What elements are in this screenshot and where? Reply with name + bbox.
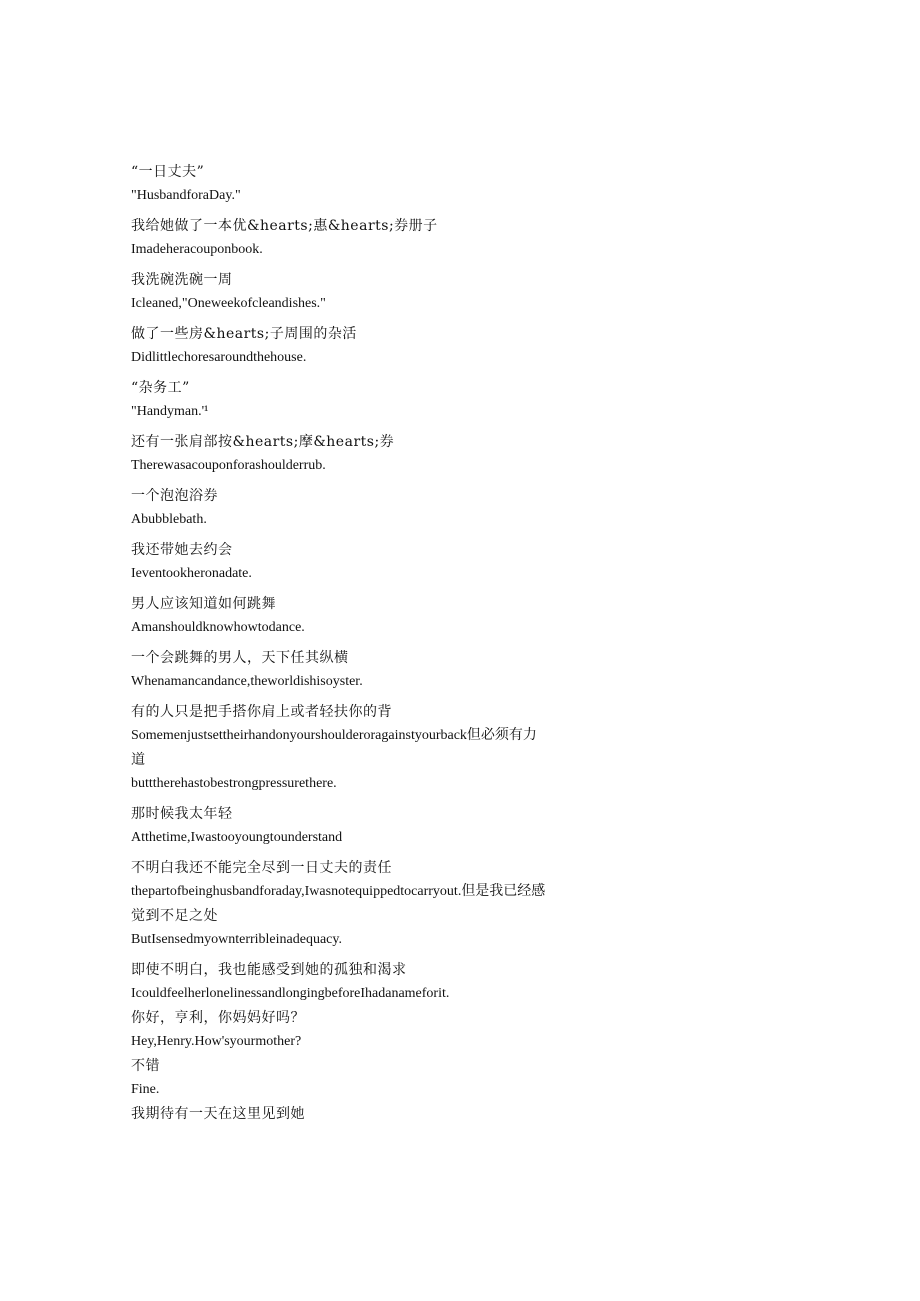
english-line: IcouldfeelherlonelinessandlongingbeforeIhadanameforit. [131, 986, 450, 1001]
english-line: Hey,Henry.How'syourmother? [131, 1034, 302, 1049]
chinese-line: 不错 [131, 1058, 160, 1074]
english-line: Therewasacouponforashoulderrub. [131, 458, 326, 473]
chinese-line: 一个会跳舞的男人，天下任其纵横 [131, 650, 349, 666]
chinese-line: 我还带她去约会 [131, 542, 233, 558]
english-line: Abubblebath. [131, 512, 207, 527]
chinese-line: 有的人只是把手搭你肩上或者轻扶你的背 [131, 704, 392, 720]
chinese-line: 还有一张肩部按&hearts;摩&hearts;券 [131, 434, 395, 450]
english-line: Atthetime,Iwastooyoungtounderstand [131, 830, 343, 845]
chinese-line: 你好，亨利，你妈妈好吗？ [131, 1010, 305, 1026]
english-line: Amanshouldknowhowtodance. [131, 620, 305, 635]
english-line: "HusbandforaDay." [131, 188, 241, 203]
transcript-text [131, 160, 631, 1126]
chinese-line: 我期待有一天在这里见到她 [131, 1106, 305, 1122]
chinese-line: “杂务工” [131, 380, 190, 396]
english-line: ButIsensedmyownterribleinadequacy. [131, 932, 342, 947]
english-line: Whenamancandance,theworldishisoyster. [131, 674, 363, 689]
chinese-line: 道 [131, 752, 146, 768]
chinese-line: 做了一些房&hearts;子周围的杂活 [131, 326, 357, 342]
english-line: Fine. [131, 1082, 160, 1097]
chinese-line: 即使不明白，我也能感受到她的孤独和渴求 [131, 962, 407, 978]
english-line: Icleaned,"Oneweekofcleandishes." [131, 296, 326, 311]
chinese-line: 我洗碗洗碗一周 [131, 272, 233, 288]
chinese-line: 那时候我太年轻 [131, 806, 233, 822]
english-line: Somemenjustsettheirhandonyourshoulderoragainstyourback但必须有力 [131, 728, 537, 743]
english-line: thepartofbeinghusbandforaday,Iwasnotequippedtocarryout.但是我已经感 [131, 884, 546, 899]
english-line: butttherehastobestrongpressurethere. [131, 776, 337, 791]
english-line: "Handyman.'¹ [131, 404, 209, 419]
chinese-line: 不明白我还不能完全尽到一日丈夫的责任 [131, 860, 392, 876]
english-line: Ieventookheronadate. [131, 566, 252, 581]
english-line: Imadeheracouponbook. [131, 242, 263, 257]
chinese-line: 男人应该知道如何跳舞 [131, 596, 276, 612]
english-line: Didlittlechoresaroundthehouse. [131, 350, 307, 365]
chinese-line: “一日丈夫” [131, 164, 205, 180]
chinese-line: 我给她做了一本优&hearts;惠&hearts;券册子 [131, 218, 438, 234]
chinese-line: 一个泡泡浴券 [131, 488, 218, 504]
chinese-line: 觉到不足之处 [131, 908, 218, 924]
